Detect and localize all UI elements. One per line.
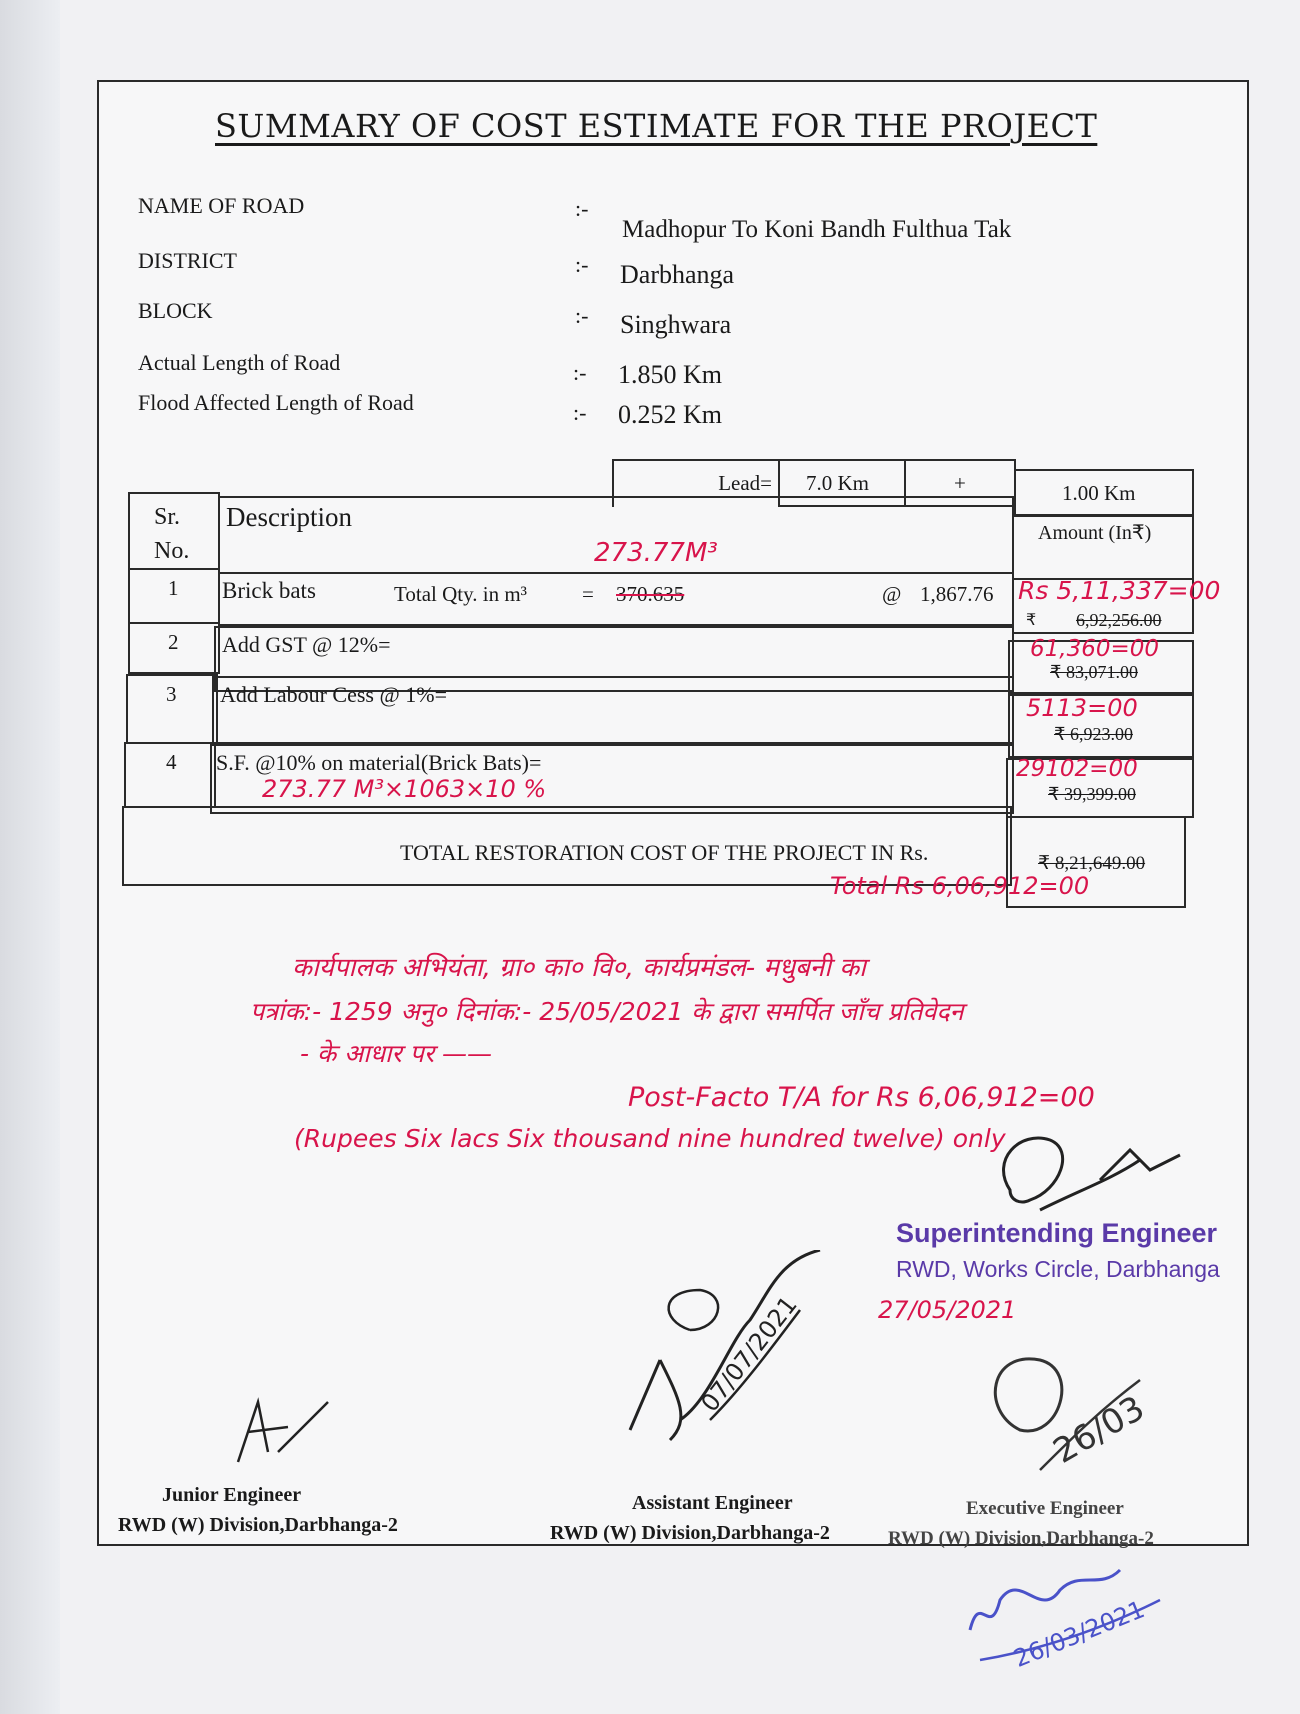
row1-sr-text: 1 (168, 576, 179, 600)
hand-english-line1: Post-Facto T/A for Rs 6,06,912=00 (628, 1082, 1095, 1113)
ee-signature-date: 26/03 (1046, 1388, 1152, 1472)
row1-eq: = (582, 582, 594, 606)
hand-row3-amount: 5113=00 (1026, 694, 1138, 722)
je-title: Junior Engineer (162, 1484, 302, 1506)
sep-road: :- (575, 196, 589, 221)
lead-plus: + (954, 471, 966, 495)
hand-total: Total Rs 6,06,912=00 (830, 872, 1090, 900)
row4-sr-text: 4 (166, 750, 177, 774)
value-district: Darbhanga (620, 260, 735, 289)
stamp-office: RWD, Works Circle, Darbhanga (896, 1256, 1220, 1282)
value-actual-length: 1.850 Km (618, 360, 722, 389)
row3-amount-text: ₹ 6,923.00 (1054, 724, 1133, 744)
hand-row4-amount: 29102=00 (1016, 756, 1138, 782)
row3-desc-text: Add Labour Cess @ 1%= (220, 682, 447, 707)
row4-desc-text: S.F. @10% on material(Brick Bats)= (216, 750, 542, 775)
lead-extra: 1.00 Km (1062, 481, 1136, 505)
label-block: BLOCK (138, 298, 213, 323)
header-sr-text: Sr. No. (154, 504, 190, 564)
hand-hindi-line3: - के आधार पर —— (300, 1039, 493, 1068)
label-flood-length: Flood Affected Length of Road (138, 390, 414, 415)
lead-value: 7.0 Km (806, 471, 869, 495)
junior-signature-icon (228, 1392, 348, 1472)
page-edge (0, 0, 60, 1714)
row1-rate: 1,867.76 (920, 582, 994, 606)
je-office: RWD (W) Division,Darbhanga-2 (118, 1514, 398, 1536)
hand-row1-amount: Rs 5,11,337=00 (1018, 576, 1221, 605)
value-flood-length: 0.252 Km (618, 400, 722, 429)
sep-flood-length: :- (573, 400, 587, 425)
row1-desc (218, 572, 1014, 626)
total-label: TOTAL RESTORATION COST OF THE PROJECT IN Rs. (400, 840, 929, 865)
header-amount-text: Amount (In₹) (1038, 522, 1152, 544)
row4-sr (124, 742, 216, 808)
row2-amount-text: ₹ 83,071.00 (1050, 662, 1138, 682)
row2-sr (128, 622, 220, 674)
value-block: Singhwara (620, 310, 732, 339)
page-title: SUMMARY OF COST ESTIMATE FOR THE PROJECT (215, 107, 1098, 145)
total-amount: ₹ 8,21,649.00 (1038, 853, 1146, 874)
stamp-title: Superintending Engineer (896, 1218, 1218, 1248)
row3-desc (212, 676, 1014, 744)
row1-rupee: ₹ (1026, 612, 1037, 629)
ee-office: RWD (W) Division,Darbhanga-2 (888, 1528, 1154, 1549)
row1-at: @ (882, 582, 902, 606)
header-sr (128, 492, 220, 570)
stamp-date: 27/05/2021 (878, 1296, 1017, 1324)
hand-hindi-line2: पत्रांक:- 1259 अनु० दिनांक:- 25/05/2021 के द्वारा समर्पित जाँच प्रतिवेदन (250, 997, 964, 1026)
row1-sr (128, 568, 220, 624)
ae-signature-date: 07/07/2021 (695, 1290, 803, 1418)
ee-title: Executive Engineer (966, 1498, 1124, 1519)
hand-row4-note: 273.77 M³×1063×10 % (262, 775, 547, 803)
label-name-of-road: NAME OF ROAD (138, 193, 305, 218)
value-road-name: Madhopur To Koni Bandh Fulthua Tak (622, 216, 1012, 243)
ae-title: Assistant Engineer (632, 1492, 793, 1514)
label-actual-length: Actual Length of Road (138, 350, 341, 375)
hand-english-line2: (Rupees Six lacs Six thousand nine hundred twelve) only (294, 1124, 1006, 1153)
row1-qty-label: Total Qty. in m³ (394, 582, 527, 606)
row3-sr-text: 3 (166, 682, 177, 706)
hand-row2-amount: 61,360=00 (1030, 636, 1160, 662)
row2-desc-text: Add GST @ 12%= (222, 632, 391, 657)
row1-amount-text: 6,92,256.00 (1076, 610, 1162, 630)
row2-sr-text: 2 (168, 630, 179, 654)
bottom-signature-date: 26/03/2021 (1009, 1595, 1149, 1673)
row4-amount-text: ₹ 39,399.00 (1048, 784, 1136, 804)
hand-qty: 273.77M³ (594, 538, 718, 568)
row1-qty: 370.635 (616, 582, 685, 606)
sep-district: :- (575, 252, 589, 277)
header-description-text: Description (226, 502, 352, 532)
header-amount (1012, 514, 1194, 580)
row3-sr (126, 674, 218, 744)
lead-extra-cell (1014, 469, 1194, 517)
sep-block: :- (575, 303, 589, 328)
lead-label: Lead= (718, 471, 772, 495)
sep-actual-length: :- (573, 360, 587, 385)
hand-hindi-line1: कार्यपालक अभियंता, ग्रा० का० वि०, कार्यप्रमंडल- मधुबनी का (292, 953, 866, 983)
ae-office: RWD (W) Division,Darbhanga-2 (550, 1522, 830, 1544)
row1-desc-text: Brick bats (222, 578, 316, 603)
label-district: DISTRICT (138, 248, 237, 273)
